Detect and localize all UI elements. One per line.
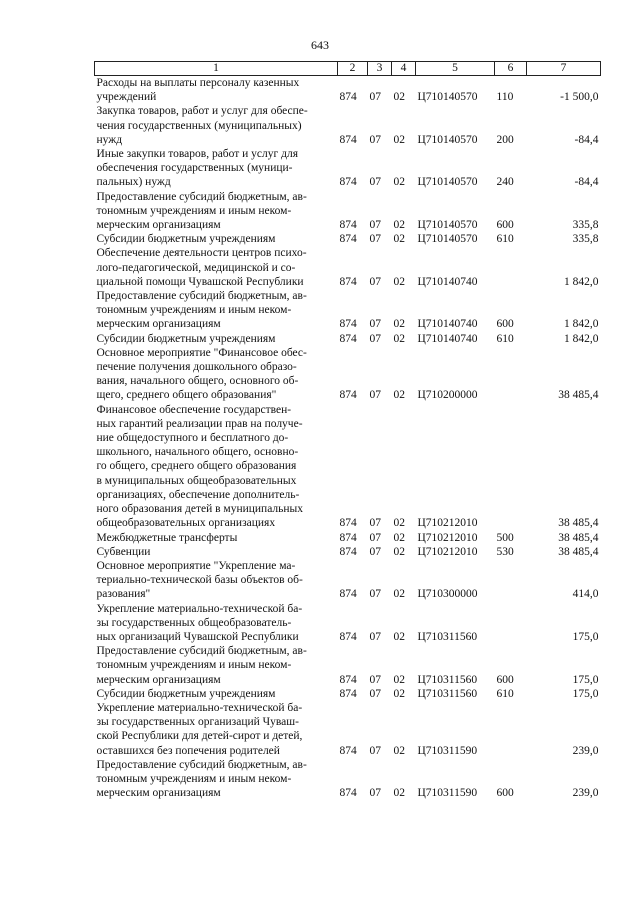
row-name-cell — [95, 701, 338, 758]
row-name-line: чения государственных (муниципальных) — [96, 119, 302, 132]
row-gr-cell: 874 — [339, 318, 357, 331]
column-header-3: 3 — [368, 62, 392, 76]
row-name-line: ской Республики для детей-сирот и детей, — [96, 730, 303, 743]
row-pr-cell: 02 — [393, 332, 405, 345]
table-header-row — [95, 62, 601, 76]
row-name-line: Расходы на выплаты персоналу казенных — [96, 77, 300, 89]
row-vr-cell: 600 — [496, 219, 514, 232]
row-name-line: Субсидии бюджетным учреждениям — [96, 233, 276, 246]
row-rz-cell: 07 — [369, 687, 381, 700]
table-row — [95, 289, 601, 332]
row-pr-cell: 02 — [393, 275, 405, 288]
row-rz-cell: 07 — [369, 275, 381, 288]
row-name-line: ного образования детей в муниципальных — [96, 503, 304, 516]
row-rz-cell: 07 — [369, 332, 381, 345]
row-sum-cell: 38 485,4 — [558, 545, 599, 558]
row-sum-cell: 38 485,4 — [558, 517, 599, 530]
table-row — [95, 545, 601, 559]
row-name-line: ние общедоступного и бесплатного до- — [96, 432, 289, 445]
row-name-cell — [95, 104, 338, 147]
row-sum-cell: 38 485,4 — [558, 389, 599, 402]
row-name-line: Иные закупки товаров, работ и услуг для — [96, 148, 298, 161]
table-row — [95, 332, 601, 346]
row-csr-cell: Ц710311590 — [417, 787, 478, 800]
row-csr-cell: Ц710212010 — [417, 531, 478, 544]
row-name-line: мерческим организациям — [96, 318, 221, 331]
row-vr-cell: 110 — [496, 91, 514, 104]
row-csr-cell: Ц710140740 — [417, 318, 478, 331]
row-sum-cell: 414,0 — [572, 588, 599, 601]
row-vr-cell — [495, 403, 527, 531]
row-sum-cell: -84,4 — [574, 133, 599, 146]
row-pr-cell: 02 — [393, 687, 405, 700]
row-csr-cell: Ц710311560 — [417, 687, 478, 700]
row-gr-cell: 874 — [339, 219, 357, 232]
row-gr-cell: 874 — [339, 744, 357, 757]
row-gr-cell: 874 — [339, 233, 357, 246]
row-name-line: го общего, среднего общего образования — [96, 460, 297, 473]
row-name-line: щего, среднего общего образования" — [96, 389, 277, 402]
row-name-line: Закупка товаров, работ и услуг для обеспе- — [96, 105, 308, 118]
row-name-cell — [95, 346, 338, 403]
row-name-line: ных гарантий реализации прав на получе- — [96, 417, 303, 430]
row-sum-cell: 1 842,0 — [564, 332, 599, 345]
row-rz-cell: 07 — [369, 176, 381, 189]
column-header-2: 2 — [338, 62, 368, 76]
row-rz-cell: 07 — [369, 744, 381, 757]
row-vr-cell: 200 — [496, 133, 514, 146]
row-name-line: общеобразовательных организациях — [96, 517, 276, 530]
row-name-cell — [95, 190, 338, 233]
row-name-cell — [95, 545, 338, 559]
row-name-line: Субвенции — [96, 545, 151, 558]
row-pr-cell: 02 — [393, 389, 405, 402]
row-csr-cell: Ц710200000 — [417, 389, 478, 402]
row-name-line: Предоставление субсидий бюджетным, ав- — [96, 290, 307, 303]
row-rz-cell: 07 — [369, 545, 381, 558]
row-name-cell — [95, 332, 338, 346]
row-rz-cell: 07 — [369, 787, 381, 800]
page-number: 643 — [311, 38, 329, 52]
row-pr-cell: 02 — [393, 517, 405, 530]
column-header-4: 4 — [392, 62, 416, 76]
row-vr-cell: 610 — [496, 332, 514, 345]
row-sum-cell: 239,0 — [572, 787, 599, 800]
row-rz-cell: 07 — [369, 389, 381, 402]
row-name-line: Основное мероприятие "Финансовое обес- — [96, 346, 307, 359]
row-gr-cell: 874 — [339, 176, 357, 189]
table-row — [95, 403, 601, 531]
row-name-line: нужд — [96, 133, 123, 146]
row-gr-cell: 874 — [339, 332, 357, 345]
row-pr-cell: 02 — [393, 176, 405, 189]
row-name-line: вания, начального общего, основного об- — [96, 375, 299, 388]
row-pr-cell: 02 — [393, 91, 405, 104]
row-rz-cell: 07 — [369, 91, 381, 104]
table-row — [95, 758, 601, 801]
row-name-cell — [95, 531, 338, 545]
row-vr-cell: 600 — [496, 673, 514, 686]
row-name-line: Обеспечение деятельности центров психо- — [96, 247, 307, 260]
column-header-7: 7 — [527, 62, 601, 76]
row-name-cell — [95, 232, 338, 246]
row-csr-cell: Ц710300000 — [417, 588, 478, 601]
table-row — [95, 559, 601, 602]
row-vr-cell: 610 — [496, 233, 514, 246]
row-rz-cell: 07 — [369, 588, 381, 601]
row-pr-cell: 02 — [393, 219, 405, 232]
row-name-cell — [95, 76, 338, 105]
row-csr-cell: Ц710140740 — [417, 275, 478, 288]
row-gr-cell: 874 — [339, 531, 357, 544]
table-row — [95, 246, 601, 289]
row-name-line: Финансовое обеспечение государствен- — [96, 403, 292, 416]
row-vr-cell: 600 — [496, 318, 514, 331]
table-row — [95, 531, 601, 545]
row-gr-cell: 874 — [339, 545, 357, 558]
row-name-line: Субсидии бюджетным учреждениям — [96, 687, 276, 700]
row-pr-cell: 02 — [393, 318, 405, 331]
row-vr-cell — [495, 602, 527, 645]
row-name-cell — [95, 559, 338, 602]
row-name-line: в муниципальных общеобразовательных — [96, 474, 297, 487]
row-name-line: тономным учреждениям и иным неком- — [96, 659, 292, 672]
row-name-line: Укрепление материально-технической ба- — [96, 602, 303, 615]
row-rz-cell: 07 — [369, 517, 381, 530]
row-sum-cell: 175,0 — [572, 630, 599, 643]
row-csr-cell: Ц710140570 — [417, 91, 478, 104]
row-name-line: организациях, обеспечение дополнитель- — [96, 488, 300, 501]
row-name-line: печение получения дошкольного образо- — [96, 361, 297, 374]
row-rz-cell: 07 — [369, 318, 381, 331]
row-name-line: Основное мероприятие "Укрепление ма- — [96, 559, 296, 572]
column-header-name: 1 — [95, 62, 338, 76]
row-name-line: мерческим организациям — [96, 219, 221, 232]
table-row — [95, 76, 601, 105]
row-gr-cell: 874 — [339, 630, 357, 643]
row-pr-cell: 02 — [393, 744, 405, 757]
row-gr-cell: 874 — [339, 133, 357, 146]
row-pr-cell: 02 — [393, 233, 405, 246]
row-sum-cell: 239,0 — [572, 744, 599, 757]
row-name-line: оставшихся без попечения родителей — [96, 744, 280, 757]
row-gr-cell: 874 — [339, 687, 357, 700]
row-pr-cell: 02 — [393, 545, 405, 558]
row-gr-cell: 874 — [339, 275, 357, 288]
row-name-line: тономным учреждениям и иным неком- — [96, 204, 292, 217]
row-name-line: зы государственных общеобразователь- — [96, 616, 292, 629]
row-name-line: школьного, начального общего, основно- — [96, 446, 299, 459]
row-rz-cell: 07 — [369, 630, 381, 643]
row-pr-cell: 02 — [393, 133, 405, 146]
row-name-cell — [95, 246, 338, 289]
row-pr-cell: 02 — [393, 531, 405, 544]
row-name-line: зы государственных организаций Чуваш- — [96, 716, 299, 729]
row-gr-cell: 874 — [339, 673, 357, 686]
row-vr-cell: 610 — [496, 687, 514, 700]
row-sum-cell: 38 485,4 — [558, 531, 599, 544]
row-name-line: териально-технической базы объектов об- — [96, 574, 303, 587]
row-name-line: Предоставление субсидий бюджетным, ав- — [96, 758, 307, 771]
row-sum-cell: -84,4 — [574, 176, 599, 189]
row-name-line: разования" — [96, 588, 151, 601]
row-csr-cell: Ц710212010 — [417, 517, 478, 530]
row-sum-cell: 335,8 — [572, 219, 599, 232]
row-vr-cell — [495, 346, 527, 403]
table-row — [95, 644, 601, 687]
table-row — [95, 190, 601, 233]
row-pr-cell: 02 — [393, 673, 405, 686]
table-body — [95, 76, 601, 801]
row-csr-cell: Ц710140570 — [417, 219, 478, 232]
row-sum-cell: 1 842,0 — [564, 275, 599, 288]
row-name-cell — [95, 602, 338, 645]
row-rz-cell: 07 — [369, 673, 381, 686]
row-name-line: Предоставление субсидий бюджетным, ав- — [96, 645, 307, 658]
row-name-cell — [95, 687, 338, 701]
row-vr-cell — [495, 559, 527, 602]
row-gr-cell: 874 — [339, 517, 357, 530]
row-vr-cell — [495, 246, 527, 289]
row-csr-cell: Ц710311560 — [417, 673, 478, 686]
row-csr-cell: Ц710311560 — [417, 630, 478, 643]
row-name-line: учреждений — [96, 91, 157, 104]
row-sum-cell: -1 500,0 — [560, 91, 599, 104]
row-csr-cell: Ц710212010 — [417, 545, 478, 558]
row-csr-cell: Ц710311590 — [417, 744, 478, 757]
table-row — [95, 602, 601, 645]
row-sum-cell: 335,8 — [572, 233, 599, 246]
table-row — [95, 687, 601, 701]
row-vr-cell: 530 — [496, 545, 514, 558]
row-vr-cell — [495, 701, 527, 758]
row-name-line: пальных) нужд — [96, 176, 171, 189]
row-rz-cell: 07 — [369, 233, 381, 246]
row-vr-cell: 500 — [496, 531, 514, 544]
row-name-line: Субсидии бюджетным учреждениям — [96, 332, 276, 345]
table-row — [95, 701, 601, 758]
row-rz-cell: 07 — [369, 219, 381, 232]
row-csr-cell: Ц710140570 — [417, 233, 478, 246]
row-gr-cell: 874 — [339, 588, 357, 601]
row-name-line: Укрепление материально-технической ба- — [96, 701, 303, 714]
row-vr-cell: 600 — [496, 787, 514, 800]
table-row — [95, 104, 601, 147]
row-csr-cell: Ц710140570 — [417, 133, 478, 146]
budget-table — [94, 61, 601, 800]
column-header-5: 5 — [416, 62, 495, 76]
row-name-cell — [95, 147, 338, 190]
row-name-line: тономным учреждениям и иным неком- — [96, 304, 292, 317]
row-pr-cell: 02 — [393, 787, 405, 800]
row-vr-cell: 240 — [496, 176, 514, 189]
row-name-line: тономным учреждениям и иным неком- — [96, 772, 292, 785]
table-row — [95, 147, 601, 190]
row-name-line: Предоставление субсидий бюджетным, ав- — [96, 190, 307, 203]
row-name-cell — [95, 403, 338, 531]
row-csr-cell: Ц710140740 — [417, 332, 478, 345]
row-csr-cell: Ц710140570 — [417, 176, 478, 189]
row-name-line: мерческим организациям — [96, 787, 221, 800]
row-gr-cell: 874 — [339, 91, 357, 104]
row-sum-cell: 175,0 — [572, 687, 599, 700]
row-gr-cell: 874 — [339, 389, 357, 402]
row-pr-cell: 02 — [393, 588, 405, 601]
row-name-line: ных организаций Чувашской Республики — [96, 630, 299, 643]
row-name-line: Межбюджетные трансферты — [96, 531, 238, 544]
row-gr-cell: 874 — [339, 787, 357, 800]
row-name-line: обеспечения государственных (муници- — [96, 162, 293, 175]
row-name-line: лого-педагогической, медицинской и со- — [96, 261, 296, 274]
row-name-line: мерческим организациям — [96, 673, 221, 686]
table-row — [95, 232, 601, 246]
row-name-cell — [95, 644, 338, 687]
row-rz-cell: 07 — [369, 531, 381, 544]
column-header-6: 6 — [495, 62, 527, 76]
row-rz-cell: 07 — [369, 133, 381, 146]
row-sum-cell: 175,0 — [572, 673, 599, 686]
row-name-cell — [95, 289, 338, 332]
row-name-line: циальной помощи Чувашской Республики — [96, 275, 304, 288]
row-name-cell — [95, 758, 338, 801]
row-pr-cell: 02 — [393, 630, 405, 643]
table-row — [95, 346, 601, 403]
row-sum-cell: 1 842,0 — [564, 318, 599, 331]
